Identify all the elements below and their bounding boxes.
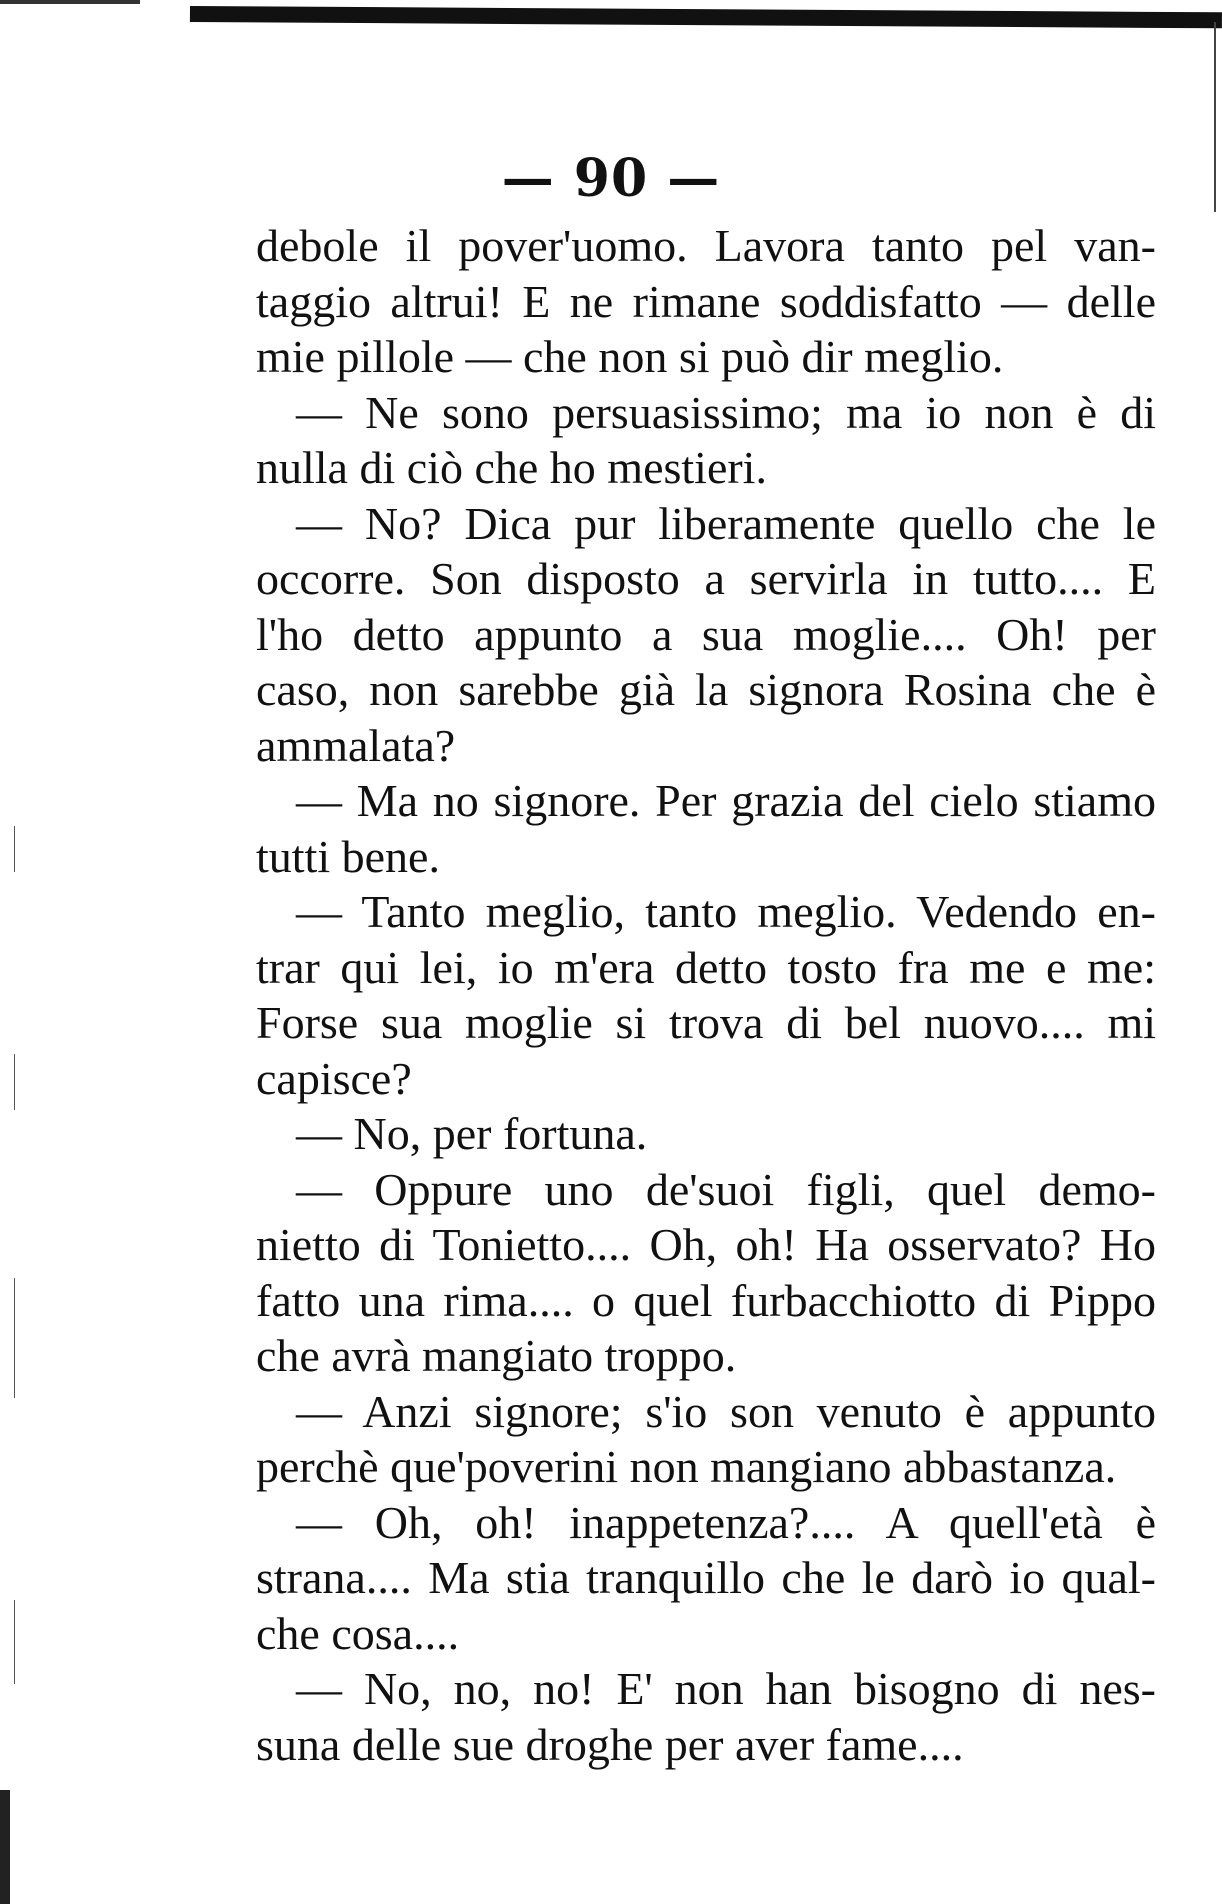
page-number: — 90 — (501, 148, 721, 209)
text-line: — Ma no signore. Per grazia del cielo stiamo (296, 775, 1156, 826)
body-text (256, 218, 1156, 1772)
scan-left-bar (0, 1790, 10, 1904)
text-line: taggio altrui! E ne rimane soddisfatto — delle (256, 275, 1156, 327)
text-line: — Oh, oh! inappetenza?.... A quell'età è (296, 1496, 1156, 1548)
text-line: nietto di Tonietto.... Oh, oh! Ha osservato? Ho (256, 1219, 1156, 1270)
text-line: caso, non sarebbe già la signora Rosina che è (256, 664, 1156, 715)
text-line: — No, per fortuna. (296, 1108, 648, 1159)
scan-edge-mark (0, 0, 140, 4)
scan-left-mark (14, 1600, 15, 1684)
text-line: — Anzi signore; s'io son venuto è appunto (296, 1385, 1156, 1437)
text-line: perchè que'poverini non mangiano abbastanza. (256, 1441, 1117, 1492)
text-line: — Tanto meglio, tanto meglio. Vedendo en- (296, 886, 1156, 937)
text-line: nulla di ciò che ho mestieri. (256, 442, 767, 493)
text-line: ammalata? (256, 719, 456, 771)
scan-left-mark (14, 1278, 15, 1398)
text-line: fatto una rima.... o quel furbacchiotto di Pippo (256, 1274, 1156, 1326)
text-line: che avrà mangiato troppo. (256, 1330, 737, 1381)
text-line: suna delle sue droghe per aver fame.... (256, 1718, 964, 1770)
scan-left-mark (14, 826, 15, 872)
text-line: occorre. Son disposto a servirla in tutto.... E (256, 553, 1156, 604)
text-line: — No? Dica pur liberamente quello che le (296, 497, 1156, 549)
text-line: tutti bene. (256, 830, 440, 882)
text-line: — No, no, no! E' non han bisogno di nes- (296, 1663, 1156, 1714)
scan-left-mark (14, 1054, 15, 1110)
text-line: debole il pover'uomo. Lavora tanto pel van- (256, 220, 1156, 271)
text-line: Forse sua moglie si trova di bel nuovo.... mi (256, 997, 1156, 1048)
text-line: capisce? (256, 1052, 412, 1104)
text-line: strana.... Ma stia tranquillo che le darò io qual- (256, 1552, 1156, 1603)
text-line: — Oppure uno de'suoi figli, quel demo- (296, 1163, 1156, 1215)
text-line: mie pillole — che non si può dir meglio. (256, 331, 1004, 382)
page-top-border (190, 6, 1222, 28)
text-line: — Ne sono persuasissimo; ma io non è di (296, 386, 1156, 438)
text-line: trar qui lei, io m'era detto tosto fra me e me: (256, 941, 1156, 993)
text-line: l'ho detto appunto a sua moglie.... Oh! per (256, 608, 1156, 660)
text-line: che cosa.... (256, 1607, 460, 1659)
